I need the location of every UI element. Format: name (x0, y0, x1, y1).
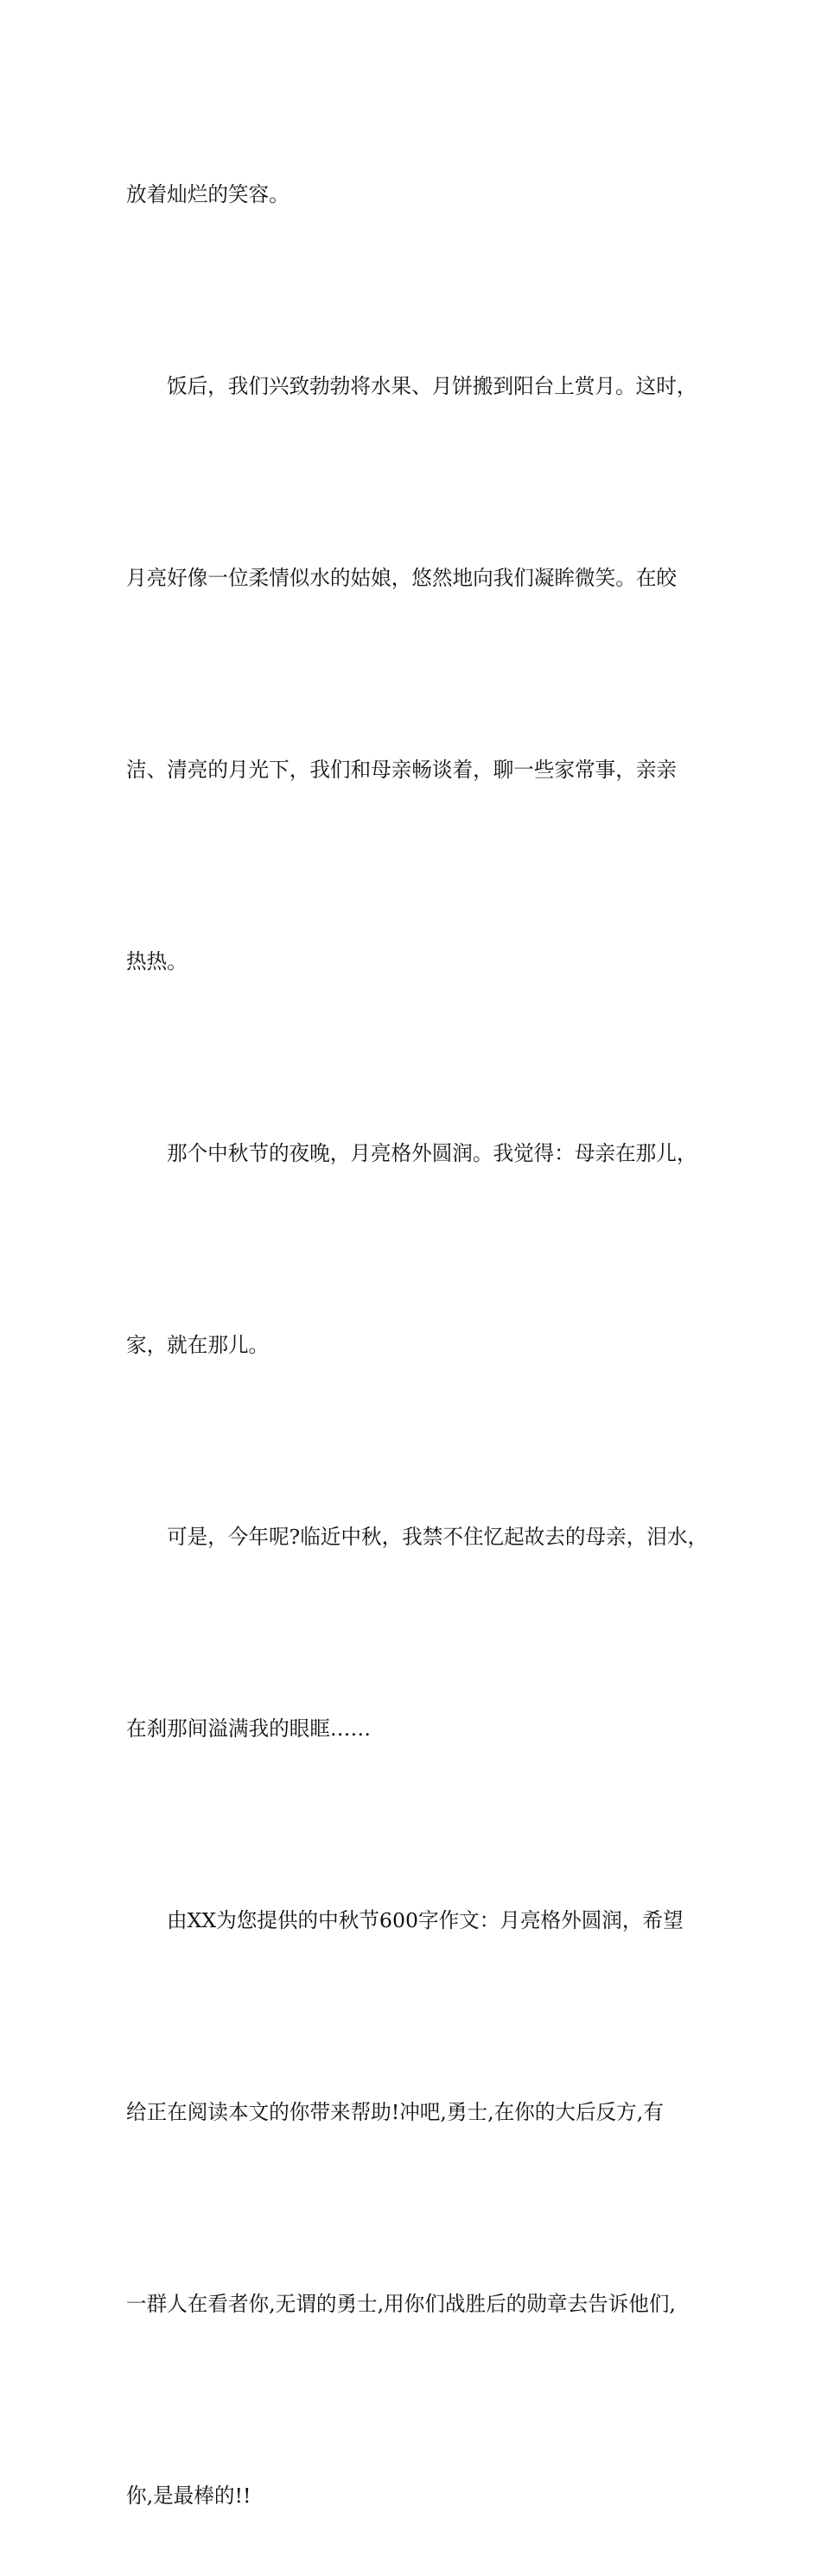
text-line: 放着灿烂的笑容。 (126, 182, 290, 206)
text-line: 可是，今年呢?临近中秋，我禁不住忆起故去的母亲，泪水， (167, 1525, 709, 1549)
paragraph-4 (126, 1457, 722, 1809)
text-line: 饭后，我们兴致勃勃将水果、月饼搬到阳台上赏月。这时， (167, 374, 697, 398)
text-line: 那个中秋节的夜晚，月亮格外圆润。我觉得：母亲在那儿， (167, 1141, 697, 1165)
text-line: 家，就在那儿。 (126, 1333, 270, 1357)
text-line: 洁、清亮的月光下，我们和母亲畅谈着，聊一些家常事，亲亲 (126, 758, 678, 782)
text-line: 月亮好像一位柔情似水的姑娘，悠然地向我们凝眸微笑。在皎 (126, 566, 678, 590)
document-body (126, 115, 722, 2576)
paragraph-3 (126, 1074, 722, 1425)
text-line: 热热。 (126, 949, 188, 974)
paragraph-5 (126, 1841, 722, 2576)
paragraph-1 (126, 115, 722, 275)
text-line: 给正在阅读本文的你带来帮助!冲吧,勇士,在你的大后反方,有 (126, 2100, 664, 2124)
text-line: 由XX为您提供的中秋节600字作文：月亮格外圆润，希望 (167, 1908, 684, 1932)
paragraph-2 (126, 307, 722, 1042)
text-line: 你,是最棒的!! (126, 2484, 251, 2508)
text-line: 一群人在看者你,无谓的勇士,用你们战胜后的勋章去告诉他们, (126, 2292, 676, 2316)
text-line: 在刹那间溢满我的眼眶…… (126, 1716, 372, 1741)
